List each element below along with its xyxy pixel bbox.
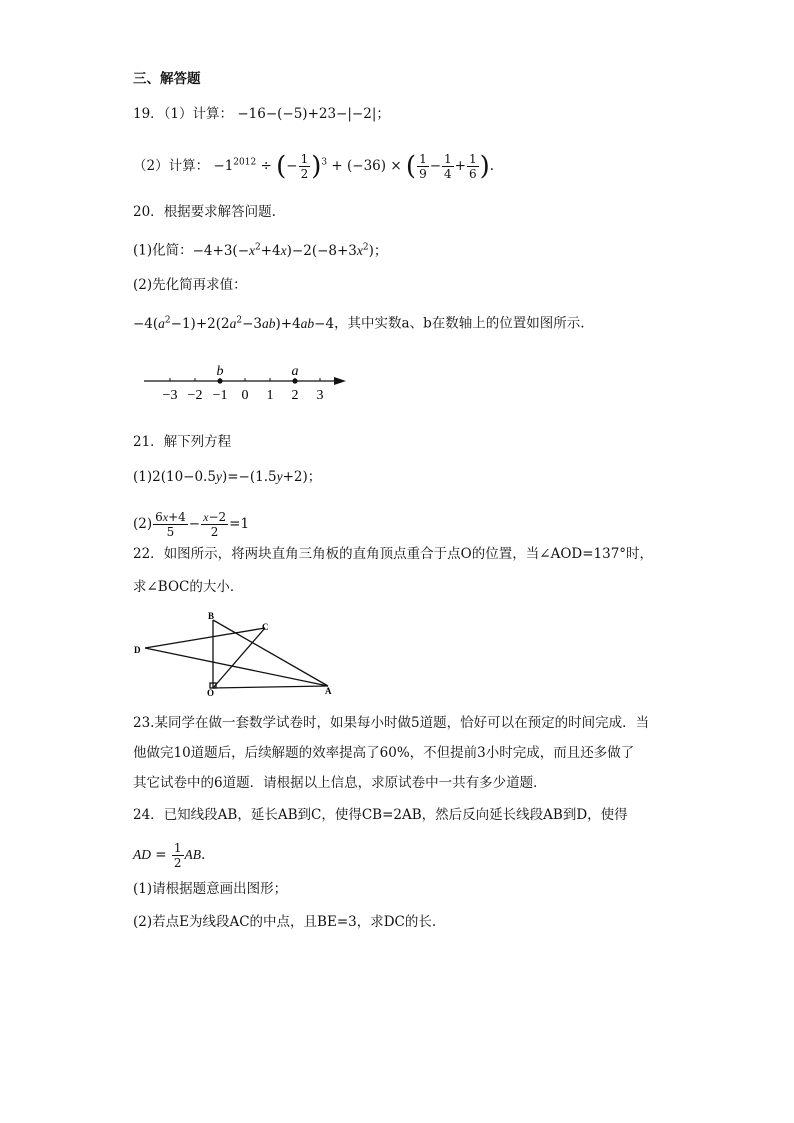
q24-line1 <box>133 806 628 824</box>
number-line-tick-label: −1 <box>212 388 228 403</box>
q20-text: 根据要求解答问题. <box>163 204 276 220</box>
number-line-ticks <box>163 378 324 403</box>
point-b-label: b <box>216 364 224 379</box>
point-b-dot <box>217 378 222 383</box>
q22-number: 22． <box>133 546 164 562</box>
number-line-tick-label: −3 <box>162 388 178 403</box>
label-B: B <box>208 611 215 621</box>
number-line-figure <box>140 358 355 408</box>
q23-text-line3: 其它试卷中的6道题．请根据以上信息，求原试卷中一共有多少道题． <box>133 775 547 791</box>
q19-number: 19． <box>133 106 164 122</box>
q20-stem <box>133 203 276 221</box>
q21-text: 解下列方程 <box>163 434 232 450</box>
segment-BA <box>213 620 328 686</box>
point-a-label: a <box>291 364 299 379</box>
q24-part2: (2)若点E为线段AC的中点，且BE=3，求DC的长. <box>133 914 437 930</box>
q19-part1 <box>133 105 390 123</box>
segment-OA <box>213 686 328 688</box>
q24-number: 24． <box>133 807 164 823</box>
number-line-tick-label: 1 <box>266 388 274 403</box>
q23-number: 23. <box>133 715 155 731</box>
q23-text-line2: 他做完10道题后，后续解题的效率提高了60%，不但提前3小时完成，而且还多做了 <box>133 745 635 761</box>
number-line-tick-label: 3 <box>316 388 324 403</box>
segment-DC <box>145 628 265 648</box>
q21-part1-expression: 2(10−0.5y)=−(1.5y+2)； <box>152 469 322 485</box>
q21-part1 <box>133 468 321 486</box>
segment-DA <box>145 648 328 686</box>
q21-part2-expression: $\frac{6x+4}{5}$ − $\frac{x-2}{2}$ =1 <box>155 510 250 539</box>
q22-line1 <box>133 545 653 563</box>
number-line-tick-label: 0 <box>241 388 249 403</box>
q21-part1-label: (1) <box>133 469 153 485</box>
q21-part2 <box>133 510 249 539</box>
number-line-arrow <box>334 377 346 385</box>
label-O: O <box>207 688 215 698</box>
q20-part2 <box>133 311 585 333</box>
q24-line2 <box>133 841 205 870</box>
q21-part2-label: (2) <box>133 516 153 532</box>
q21-stem <box>133 433 231 451</box>
label-D: D <box>134 645 141 655</box>
q20-number: 20． <box>133 204 164 220</box>
q22-text-line2: 求∠BOC的大小． <box>133 579 244 595</box>
q24-part1: (1)请根据题意画出图形； <box>133 881 288 897</box>
q22-text-line1: 如图所示，将两块直角三角板的直角顶点重合于点O的位置，当∠AOD=137°时， <box>163 546 654 562</box>
q20-part2-label: (2)先化简再求值： <box>133 277 247 293</box>
q23-text-line1: 某同学在做一套数学试卷时，如果每小时做5道题，恰好可以在预定的时间完成．当 <box>154 715 650 731</box>
number-line-tick-label: −2 <box>187 388 203 403</box>
q19-part2-label: （2）计算： <box>133 158 210 174</box>
q21-number: 21． <box>133 434 164 450</box>
number-line-tick-label: 2 <box>291 388 299 403</box>
q20-part2-expression: $-4(a^2-1)+2(2a^2-3ab)+4ab-4$ <box>133 315 335 332</box>
q24-text-line1: 已知线段AB，延长AB到C，使得CB=2AB，然后反向延长线段AB到D，使得 <box>163 807 628 823</box>
q20-part1-expression: $-4+3(-x^2+4x)-2(-8+3x^2)$； <box>192 242 388 259</box>
q19-part1-expression: −16−(−5)+23−|−2|； <box>237 106 390 122</box>
q24-expression: AD = $\frac{1}{2}$ AB. <box>133 841 206 870</box>
point-a-dot <box>292 378 297 383</box>
label-C: C <box>262 622 269 632</box>
q20-part1-label: (1)化简： <box>133 242 193 259</box>
q20-part1 <box>133 238 387 260</box>
q23-line1 <box>133 714 649 732</box>
q19-part2 <box>133 152 494 181</box>
label-A: A <box>325 686 332 696</box>
triangle-board-figure <box>128 608 343 698</box>
q19-part1-label: （1）计算： <box>163 106 234 122</box>
section-title: 三、解答题 <box>133 71 201 87</box>
segment-OC <box>213 628 265 688</box>
q19-part2-expression: $-1^{2012}$ ÷ (− $\frac{1}{2}$ )$^3$ + (−36) × ( $\frac{1}{9}$ − $\frac{1}{4}$ + $\frac{1}{6}$ ). <box>213 151 495 182</box>
q20-part2-text: ，其中实数a、b在数轴上的位置如图所示. <box>334 315 585 332</box>
